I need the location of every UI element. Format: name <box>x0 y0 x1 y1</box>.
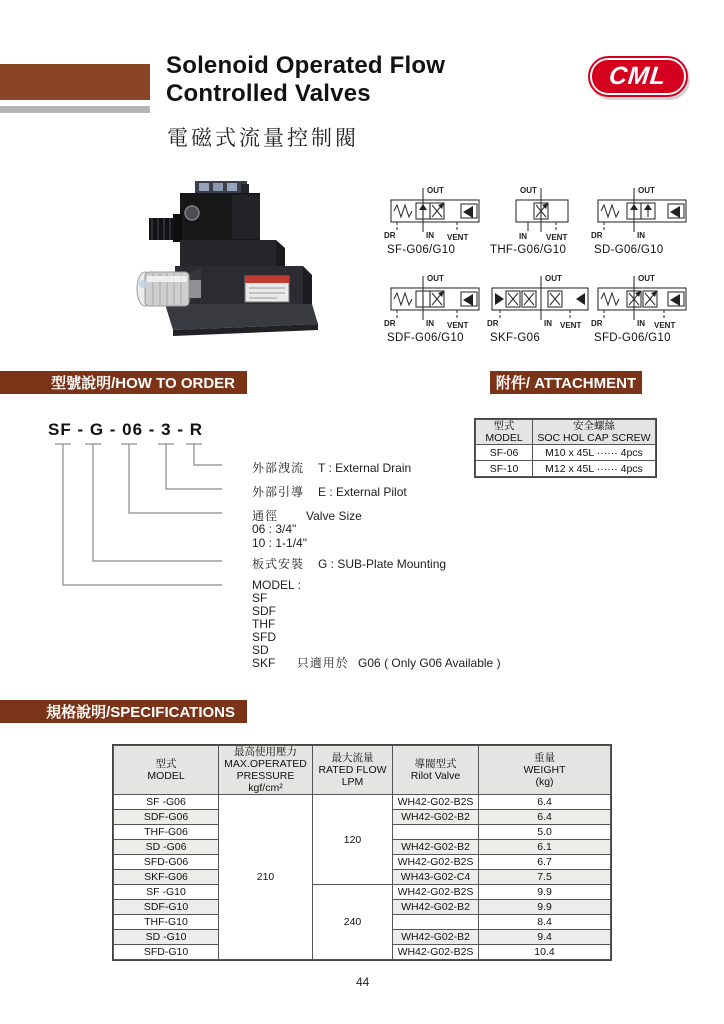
spec-flow-g06-merged: 120 <box>313 795 393 885</box>
attachment-screw: M10 x 45L ······ 4pcs <box>533 445 656 461</box>
spec-weight: 7.5 <box>479 870 611 885</box>
model-skf-note-en: G06 ( Only G06 Available ) <box>358 656 501 670</box>
order-code: SF - G - 06 - 3 - R <box>48 420 204 439</box>
section-bar-attachment <box>490 371 642 394</box>
port-label-vent: VENT <box>546 233 568 242</box>
desc-mounting <box>252 555 446 572</box>
schematic-thf-symbol <box>486 184 598 242</box>
port-label-dr: DR <box>384 231 396 240</box>
port-label-dr: DR <box>591 231 603 240</box>
section-title-how-to-order: 型號說明/HOW TO ORDER <box>51 375 235 392</box>
model-list-item: SD <box>252 643 269 657</box>
page-title <box>166 52 445 108</box>
port-label-in: IN <box>637 319 645 328</box>
spec-weight: 9.4 <box>479 930 611 945</box>
schematic-sd-symbol <box>590 184 702 242</box>
spec-weight: 9.9 <box>479 885 611 900</box>
port-label-out: OUT <box>427 186 444 195</box>
attachment-col-screw-en: SOC HOL CAP SCREW <box>537 432 651 444</box>
cml-logo <box>588 56 688 97</box>
spec-col-pressure <box>219 746 313 795</box>
spec-pilot <box>393 825 479 840</box>
attachment-col-model-en: MODEL <box>485 432 523 444</box>
desc-external-pilot-en: E : External Pilot <box>318 485 407 499</box>
valve-size-option-06: 06 : 3/4" <box>252 522 297 536</box>
spec-weight: 9.9 <box>479 900 611 915</box>
spec-row <box>114 885 611 900</box>
schematic-sd <box>590 184 702 256</box>
port-label-in: IN <box>426 231 434 240</box>
spec-model: SF -G06 <box>114 795 219 810</box>
spec-col-pilot-en: Rilot Valve <box>410 770 461 782</box>
attachment-model: SF-06 <box>476 445 533 461</box>
spec-pilot: WH42-G02-B2S <box>393 945 479 960</box>
spec-col-model-en: MODEL <box>147 770 185 782</box>
spec-pressure-merged: 210 <box>219 795 313 960</box>
desc-external-drain <box>252 459 411 476</box>
page-subtitle-zh: 電磁式流量控制閥 <box>167 127 359 150</box>
schematic-sdf-symbol <box>383 272 495 330</box>
product-photo <box>133 178 318 338</box>
desc-mounting-zh: 板式安裝 <box>252 557 305 571</box>
schematic-sdf <box>383 272 495 344</box>
spec-weight: 6.1 <box>479 840 611 855</box>
desc-valve-size-en: Valve Size <box>306 509 362 523</box>
port-label-vent: VENT <box>447 321 469 330</box>
attachment-col-model-zh: 型式 <box>493 420 515 432</box>
schematic-sf-symbol <box>383 184 495 242</box>
section-bar-how-to-order <box>0 371 247 394</box>
schematic-sfd-symbol <box>590 272 702 330</box>
port-label-vent: VENT <box>654 321 676 330</box>
spec-col-weight <box>479 746 611 795</box>
spec-model: THF-G06 <box>114 825 219 840</box>
spec-col-pilot <box>393 746 479 795</box>
page-title-line2: Controlled Valves <box>166 80 371 107</box>
spec-pilot: WH42-G02-B2 <box>393 840 479 855</box>
port-label-in: IN <box>637 231 645 240</box>
port-label-out: OUT <box>520 186 537 195</box>
schematic-caption: THF-G06/G10 <box>490 244 567 256</box>
spec-pilot: WH42-G02-B2S <box>393 885 479 900</box>
desc-external-pilot <box>252 483 407 500</box>
spec-model: SFD-G06 <box>114 855 219 870</box>
spec-col-pressure-en2: PRESSURE kgf/cm² <box>236 770 295 794</box>
section-title-specifications: 規格說明/SPECIFICATIONS <box>46 704 235 721</box>
order-code-block <box>30 420 710 680</box>
spec-col-weight-en: WEIGHT <box>523 764 566 776</box>
desc-valve-size-zh: 通徑 <box>252 509 279 523</box>
spec-model: SKF-G06 <box>114 870 219 885</box>
spec-weight: 6.4 <box>479 810 611 825</box>
spec-weight: 5.0 <box>479 825 611 840</box>
spec-weight: 8.4 <box>479 915 611 930</box>
model-list-label: MODEL : <box>252 578 301 592</box>
header-brown-bar <box>0 64 150 100</box>
header-gray-bar <box>0 106 150 113</box>
spec-model: SD -G06 <box>114 840 219 855</box>
spec-table-wrap <box>113 745 611 960</box>
spec-pilot: WH43-G02-C4 <box>393 870 479 885</box>
spec-pilot: WH42-G02-B2 <box>393 930 479 945</box>
attachment-model: SF-10 <box>476 461 533 477</box>
spec-col-flow-en1: RATED FLOW <box>318 764 387 776</box>
spec-col-flow <box>313 746 393 795</box>
schematic-caption: SD-G06/G10 <box>594 244 664 256</box>
desc-external-pilot-zh: 外部引導 <box>252 485 305 499</box>
schematic-skf-symbol <box>486 272 598 330</box>
model-skf-note-zh: 只適用於 <box>296 656 349 670</box>
desc-mounting-en: G : SUB-Plate Mounting <box>318 557 447 571</box>
spec-pilot: WH42-G02-B2S <box>393 855 479 870</box>
spec-model: SDF-G06 <box>114 810 219 825</box>
schematic-thf <box>486 184 598 256</box>
desc-external-drain-en: T : External Drain <box>318 461 412 475</box>
schematic-caption: SF-G06/G10 <box>387 244 456 256</box>
section-title-attachment: 附件/ ATTACHMENT <box>495 375 637 392</box>
port-label-dr: DR <box>487 319 499 328</box>
spec-col-pilot-zh: 導閥型式 <box>414 758 457 770</box>
schematic-sf <box>383 184 495 256</box>
model-list-item: SFD <box>252 630 276 644</box>
port-label-vent: VENT <box>560 321 582 330</box>
port-label-out: OUT <box>545 274 562 283</box>
model-list-item-skf <box>252 657 501 670</box>
spec-col-pressure-en1: MAX.OPERATED <box>224 758 307 770</box>
spec-model: SD -G10 <box>114 930 219 945</box>
port-label-out: OUT <box>638 186 655 195</box>
spec-col-model <box>114 746 219 795</box>
schematic-skf <box>486 272 598 344</box>
spec-table <box>113 745 611 960</box>
spec-model: SFD-G10 <box>114 945 219 960</box>
model-skf: SKF <box>252 656 276 670</box>
port-label-dr: DR <box>591 319 603 328</box>
spec-model: THF-G10 <box>114 915 219 930</box>
attachment-col-screw-zh: 安全螺絲 <box>573 420 615 432</box>
spec-weight: 6.4 <box>479 795 611 810</box>
spec-col-pressure-zh: 最高使用壓力 <box>234 746 297 758</box>
spec-pilot: WH42-G02-B2 <box>393 810 479 825</box>
port-label-dr: DR <box>384 319 396 328</box>
model-list-item: SDF <box>252 604 276 618</box>
cml-logo-text: CML <box>608 62 669 90</box>
section-bar-specifications <box>0 700 247 723</box>
spec-col-weight-zh: 重量 <box>534 752 555 764</box>
schematic-caption: SDF-G06/G10 <box>387 332 464 344</box>
port-label-vent: VENT <box>447 233 469 242</box>
spec-model: SF -G10 <box>114 885 219 900</box>
spec-row <box>114 795 611 810</box>
valve-size-option-10: 10 : 1-1/4" <box>252 536 307 550</box>
schematic-caption: SFD-G06/G10 <box>594 332 671 344</box>
attachment-screw: M12 x 45L ······ 4pcs <box>533 461 656 477</box>
port-label-out: OUT <box>638 274 655 283</box>
spec-weight: 10.4 <box>479 945 611 960</box>
schematic-caption: SKF-G06 <box>490 332 541 344</box>
port-label-in: IN <box>426 319 434 328</box>
port-label-in: IN <box>544 319 552 328</box>
schematic-sfd <box>590 272 702 344</box>
spec-col-weight-unit: (kg) <box>535 776 554 788</box>
spec-col-model-zh: 型式 <box>155 758 177 770</box>
port-label-out: OUT <box>427 274 444 283</box>
spec-model: SDF-G10 <box>114 900 219 915</box>
spec-pilot: WH42-G02-B2S <box>393 795 479 810</box>
spec-pilot <box>393 915 479 930</box>
spec-pilot: WH42-G02-B2 <box>393 900 479 915</box>
spec-weight: 6.7 <box>479 855 611 870</box>
page-number: 44 <box>356 975 370 989</box>
cml-logo-badge <box>592 60 684 93</box>
valve-illustration <box>133 178 318 338</box>
desc-external-drain-zh: 外部洩流 <box>252 461 305 475</box>
spec-col-flow-zh: 最大流量 <box>331 752 374 764</box>
page-title-line1: Solenoid Operated Flow <box>166 52 446 79</box>
spec-col-flow-en2: LPM <box>341 776 364 788</box>
port-label-in: IN <box>519 232 527 241</box>
model-list-item: SF <box>252 591 268 605</box>
model-list-item: THF <box>252 617 276 631</box>
spec-flow-g10-merged: 240 <box>313 885 393 960</box>
